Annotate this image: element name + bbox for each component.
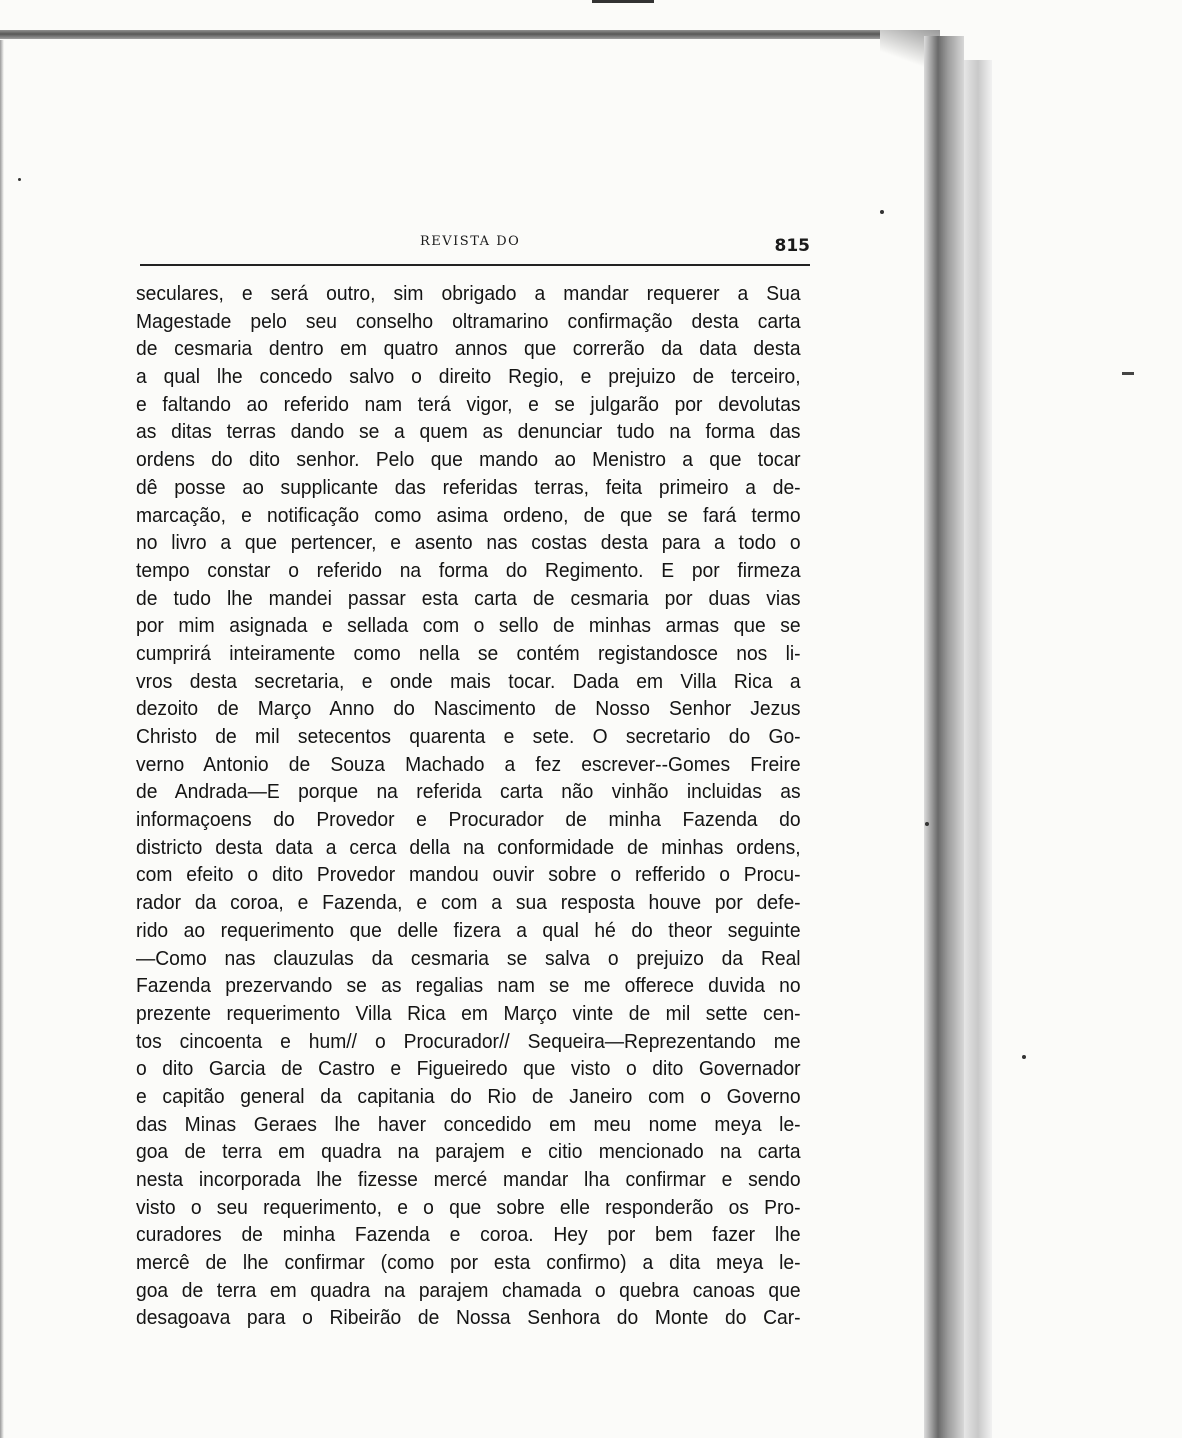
text-line: ordens do dito senhor. Pelo que mando ao Menistro a que tocar [136,448,801,472]
text-line: a qual lhe concedo salvo o direito Regio, e prejuizo de terceiro, [136,365,801,389]
header-rule [140,264,810,266]
text-line: as ditas terras dando se a quem as denunciar tudo na forma das [136,420,801,444]
text-line: de Andrada—E porque na referida carta não vinhão incluidas as [136,780,801,804]
text-line: goa de terra em quadra na parajem e citio mencionado na carta [136,1140,801,1164]
text-line: cumprirá inteiramente como nella se contém registandosce nos li- [136,641,801,665]
speck-mark [18,178,21,181]
running-head [140,230,810,260]
top-mark [592,0,654,3]
text-line: —Como nas clauzulas da cesmaria se salva o prejuizo da Real [136,946,801,970]
text-line: de cesmaria dentro em quatro annos que correrão da data desta [136,337,801,361]
body-text [136,280,801,1332]
text-line: vros desta secretaria, e onde mais tocar. Dada em Villa Rica a [136,669,801,693]
text-line: das Minas Geraes lhe haver concedido em meu nome meya le- [136,1112,801,1136]
text-line: e capitão general da capitania do Rio de Janeiro com o Governo [136,1084,801,1108]
speck-mark [1022,1055,1026,1059]
text-line: e faltando ao referido nam terá vigor, e se julgarão por devolutas [136,392,801,416]
running-title: REVISTA DO [420,234,521,249]
text-line: tos cincoenta e hum// o Procurador// Sequeira—Reprezentando me [136,1029,801,1053]
left-page-edge [0,40,4,1438]
text-line: dê posse ao supplicante das referidas terras, feita primeiro a de- [136,475,801,499]
text-line: verno Antonio de Souza Machado a fez escrever--Gomes Freire [136,752,801,776]
text-line: no livro a que pertencer, e asento nas costas desta para a todo o [136,531,801,555]
outer-page-edge [964,60,992,1438]
text-line: mercê de lhe confirmar (como por esta confirmo) a dita meya le- [136,1251,801,1275]
text-line: prezente requerimento Villa Rica em Março vinte de mil sette cen- [136,1001,801,1025]
text-line: tempo constar o referido na forma do Regimento. E por firmeza [136,558,801,582]
text-line: rador da coroa, e Fazenda, e com a sua resposta houve por defe- [136,891,801,915]
text-line: por mim asignada e sellada com o sello de minhas armas que se [136,614,801,638]
text-line: informaçoens do Provedor e Procurador de minha Fazenda do [136,808,801,832]
text-line: curadores de minha Fazenda e coroa. Hey por bem fazer lhe [136,1223,801,1247]
top-page-edge [0,30,930,39]
text-line: o dito Garcia de Castro e Figueiredo que visto o dito Governador [136,1057,801,1081]
dash-mark [1122,372,1134,375]
text-line: seculares, e será outro, sim obrigado a mandar requerer a Sua [136,282,801,305]
text-line: Christo de mil setecentos quarenta e sete. O secretario do Go- [136,725,801,748]
text-line: districto desta data a cerca della na conformidade de minhas ordens, [136,835,801,859]
speck-mark [880,210,884,214]
binding-shadow [924,36,964,1438]
text-line: nesta incorporada lhe fizesse mercé mandar lha confirmar e sendo [136,1168,801,1191]
text-line: Magestade pelo seu conselho oltramarino confirmação desta carta [136,309,801,333]
text-line: marcação, e notificação como asima ordeno, de que se fará termo [136,503,801,527]
text-line: rido ao requerimento que delle fizera a qual hé do theor seguinte [136,918,801,942]
speck-mark [925,822,929,826]
text-line: dezoito de Março Anno do Nascimento de Nosso Senhor Jezus [136,697,801,721]
text-line: visto o seu requerimento, e o que sobre elle responderão os Pro- [136,1195,801,1219]
text-line: com efeito o dito Provedor mandou ouvir sobre o refferido o Procu- [136,863,801,887]
page-number: 815 [774,236,810,256]
text-line: desagoava para o Ribeirão de Nossa Senhora do Monte do Car- [136,1306,801,1330]
text-line: de tudo lhe mandei passar esta carta de cesmaria por duas vias [136,586,801,610]
text-line: Fazenda prezervando se as regalias nam se me offerece duvida no [136,974,801,998]
text-line: goa de terra em quadra na parajem chamada o quebra canoas que [136,1278,801,1302]
